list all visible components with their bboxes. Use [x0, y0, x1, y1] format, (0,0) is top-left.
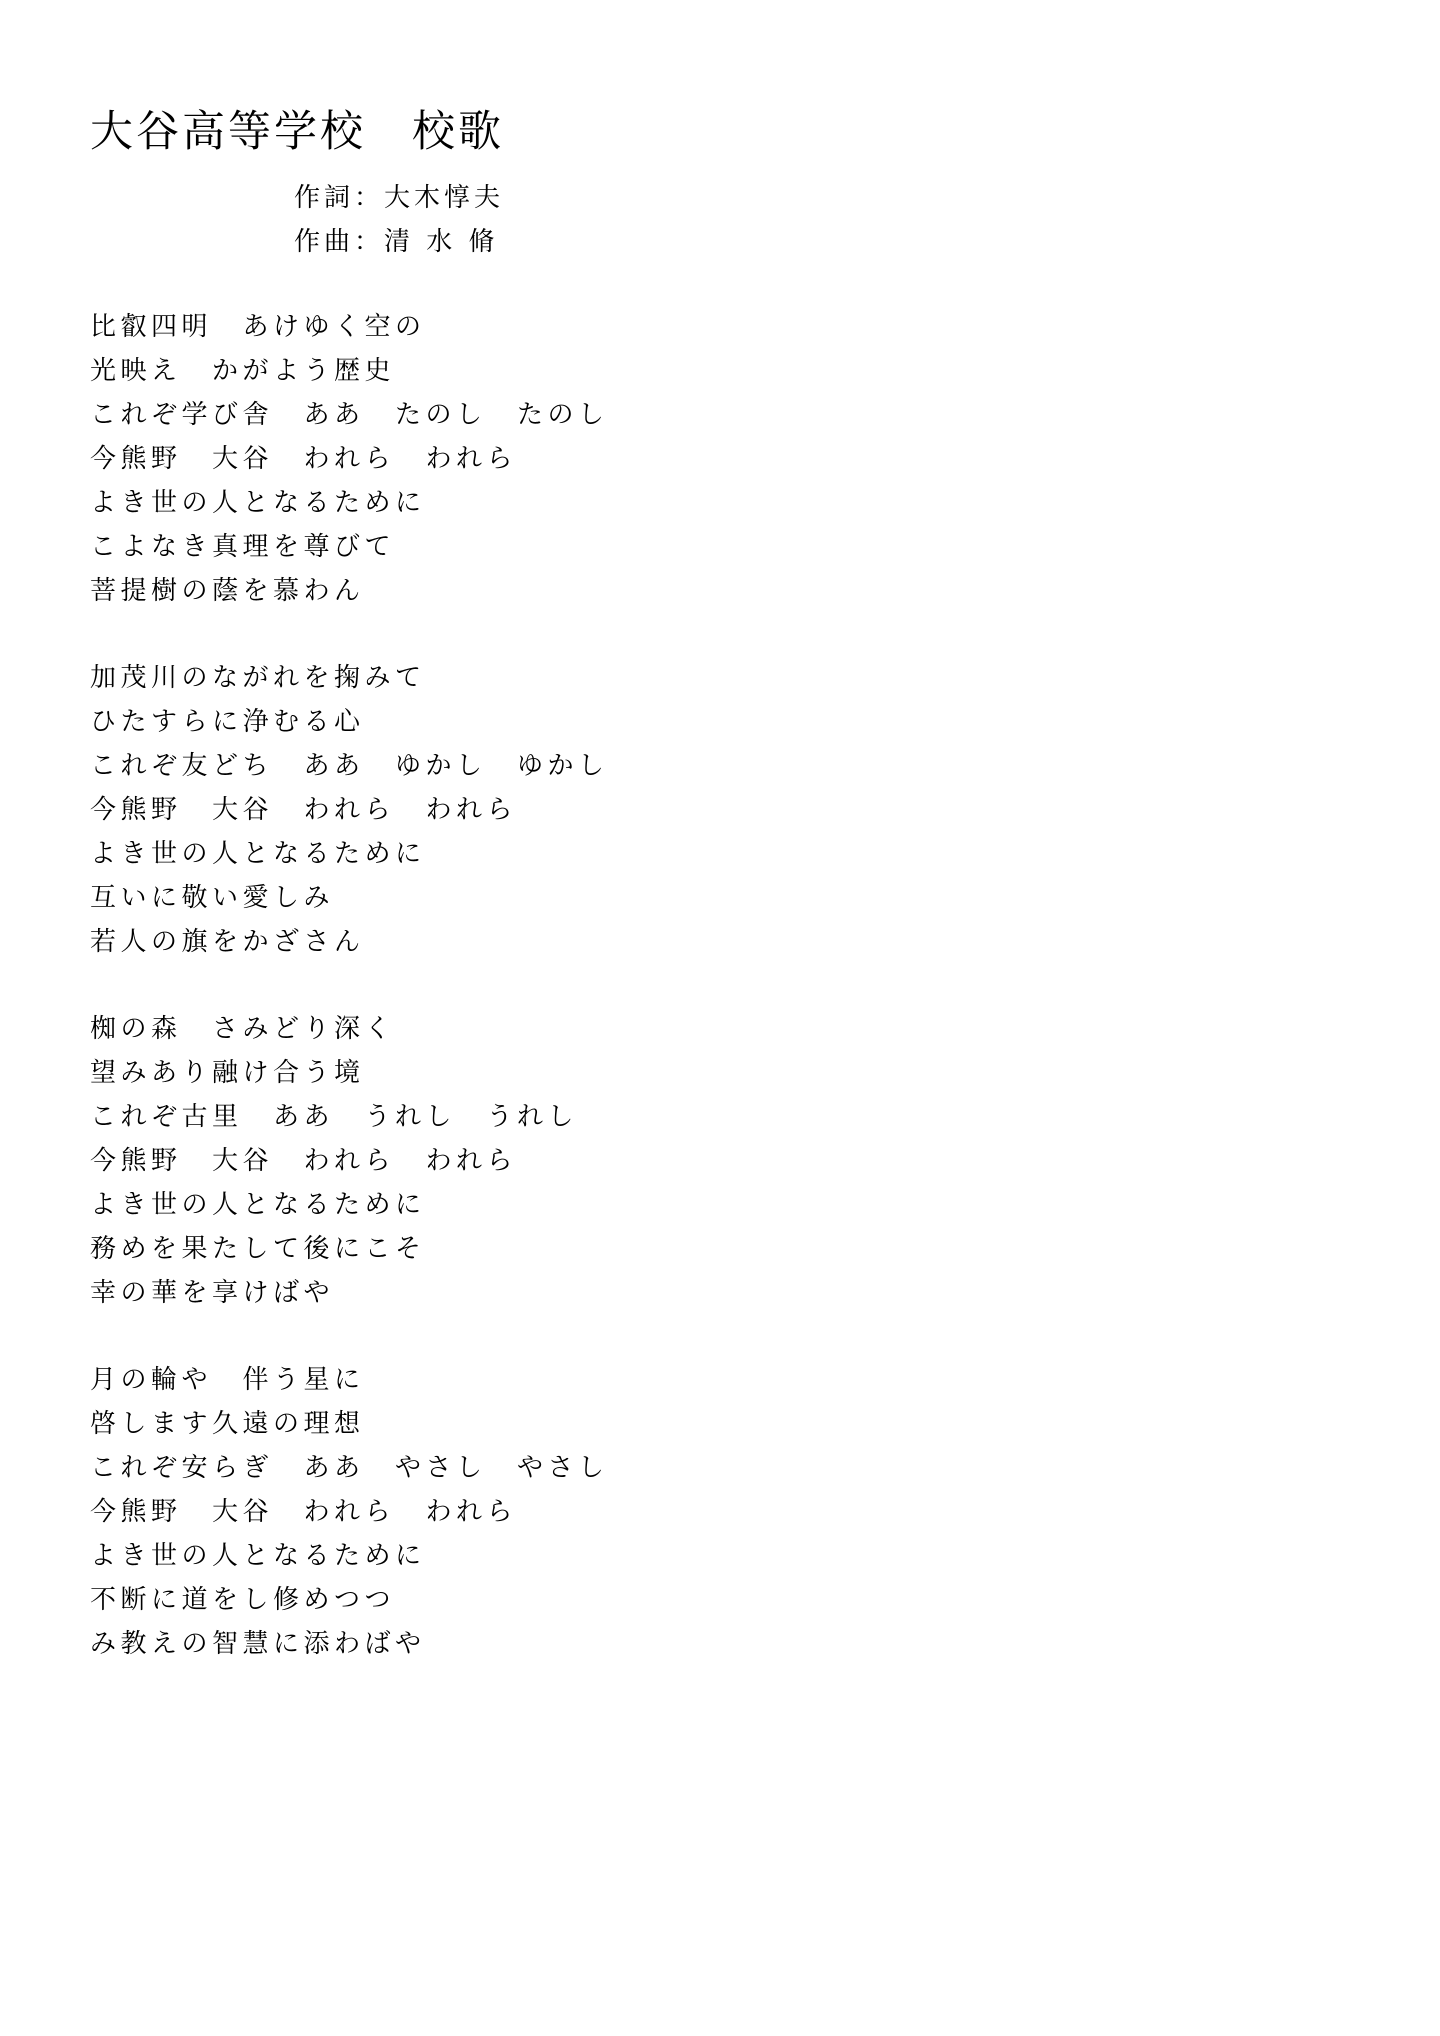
verse-4: [90, 1358, 609, 1666]
verse-1: [90, 305, 609, 613]
lyric-line: 務めを果たして後にこそ: [90, 1234, 426, 1264]
verse-3: [90, 1007, 609, 1315]
lyric-line: 若人の旗をかざさん: [90, 927, 365, 957]
lyric-line: よき世の人となるために: [90, 1190, 426, 1220]
lyric-line: こよなき真理を尊びて: [90, 532, 396, 562]
lyric-line: よき世の人となるために: [90, 1541, 426, 1571]
lyric-line: み教えの智慧に添わばや: [90, 1629, 426, 1659]
lyric-line: 望みあり融け合う境: [90, 1058, 365, 1088]
lyric-line: これぞ学び舎 ああ たのし たのし: [90, 400, 609, 430]
lyric-line: 椥の森 さみどり深く: [90, 1014, 396, 1044]
lyric-line: ひたすらに浄むる心: [90, 707, 365, 737]
lyric-line: これぞ安らぎ ああ やさし やさし: [90, 1453, 609, 1483]
lyric-line: これぞ古里 ああ うれし うれし: [90, 1102, 579, 1132]
verse-2: [90, 656, 609, 964]
lyric-line: これぞ友どち ああ ゆかし ゆかし: [90, 751, 609, 781]
composer-credit: 作曲：清 水 脩: [294, 227, 499, 257]
lyric-line: 月の輪や 伴う星に: [90, 1365, 365, 1395]
lyric-line: 菩提樹の蔭を慕わん: [90, 576, 365, 606]
lyric-line: 今熊野 大谷 われら われら: [90, 444, 518, 474]
lyric-line: 今熊野 大谷 われら われら: [90, 1146, 518, 1176]
lyric-line: 今熊野 大谷 われら われら: [90, 1497, 518, 1527]
lyric-line: 啓します久遠の理想: [90, 1409, 365, 1439]
lyric-line: 比叡四明 あけゆく空の: [90, 312, 426, 342]
lyric-line: よき世の人となるために: [90, 839, 426, 869]
lyrics: [90, 305, 609, 1709]
lyricist-credit: 作詞：大木惇夫: [294, 183, 505, 213]
lyric-line: 幸の華を享けばや: [90, 1278, 335, 1308]
lyric-line: よき世の人となるために: [90, 488, 426, 518]
lyric-line: 不断に道をし修めつつ: [90, 1585, 396, 1615]
lyric-line: 今熊野 大谷 われら われら: [90, 795, 518, 825]
lyric-line: 加茂川のながれを掬みて: [90, 663, 426, 693]
lyric-line: 光映え かがよう歴史: [90, 356, 396, 386]
credits: [294, 176, 504, 264]
page-title: 大谷高等学校 校歌: [90, 107, 504, 157]
lyric-line: 互いに敬い愛しみ: [90, 883, 335, 913]
